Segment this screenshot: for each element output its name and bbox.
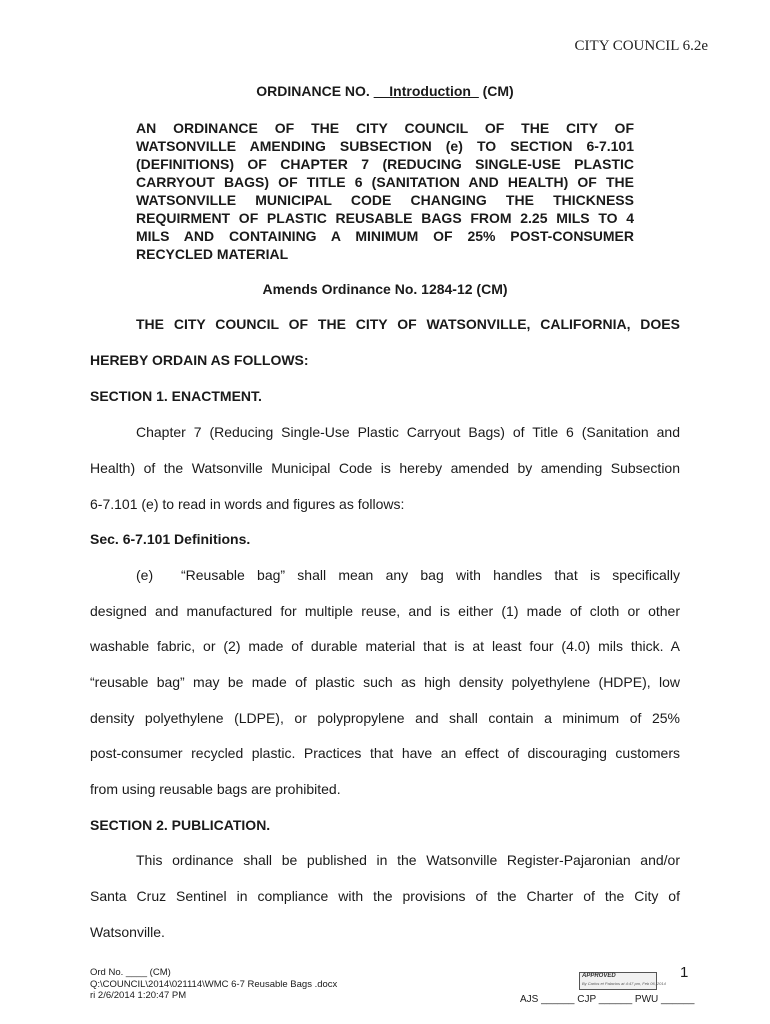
heading-line: MILS AND CONTAINING A MINIMUM OF 25% POST-CONSUMER: [136, 228, 634, 244]
paragraph-line: washable fabric, or (2) made of durable material that is at least four (4.0) mils thick. A: [90, 638, 680, 654]
paragraph-line: “reusable bag” may be made of plastic such as high density polyethylene (HDPE), low: [90, 674, 680, 690]
footer-line: ri 2/6/2014 1:20:47 PM: [90, 990, 187, 1001]
paragraph-line: designed and manufactured for multiple reuse, and is either (1) made of cloth or other: [90, 603, 680, 619]
stamp-title: APPROVED: [582, 973, 616, 979]
section-1-heading: SECTION 1. ENACTMENT.: [90, 388, 262, 404]
ordinance-suffix: (CM): [482, 83, 514, 99]
paragraph-line: Santa Cruz Sentinel in compliance with the provisions of the Charter of the City of: [90, 888, 680, 904]
heading-line: REQUIRMENT OF PLASTIC REUSABLE BAGS FROM 2.25 MILS TO 4: [136, 210, 634, 226]
heading-line: CARRYOUT BAGS) OF TITLE 6 (SANITATION AND HEALTH) OF THE: [136, 174, 634, 190]
ordinance-title: [0, 83, 770, 99]
heading-line: (DEFINITIONS) OF CHAPTER 7 (REDUCING SINGLE-USE PLASTIC: [136, 156, 634, 172]
approval-stamp: [579, 972, 666, 990]
paragraph-line: Health) of the Watsonville Municipal Code is hereby amended by amending Subsection: [90, 460, 680, 476]
paragraph-line: density polyethylene (LDPE), or polypropylene and shall contain a minimum of 25%: [90, 710, 680, 726]
footer-line: Q:\COUNCIL\2014\021114\WMC 6-7 Reusable Bags .docx: [90, 978, 338, 990]
paragraph-line: “Reusable bag” shall mean any bag with handles that is specifically: [181, 567, 680, 583]
ordinance-heading: [136, 119, 634, 263]
ordinance-prefix: ORDINANCE NO.: [256, 83, 370, 99]
document-header-label: CITY COUNCIL 6.2e: [574, 38, 708, 54]
amends-note: Amends Ordinance No. 1284-12 (CM): [262, 281, 508, 297]
initials-line: AJS ______ CJP ______ PWU ______: [520, 994, 695, 1005]
footer-line: Ord No. ____ (CM): [90, 967, 171, 978]
definitions-heading: Sec. 6-7.101 Definitions.: [90, 531, 251, 547]
stamp-subtext: By Carlos et Palacios at 4:47 pm, Feb 06, 2014: [582, 981, 666, 986]
paragraph-line: 6-7.101 (e) to read in words and figures as follows:: [90, 496, 405, 512]
paragraph-line: This ordinance shall be published in the Watsonville Register-Pajaronian and/or: [136, 852, 680, 868]
footer-file-info: [90, 967, 337, 1002]
page-number: 1: [680, 964, 689, 981]
paragraph-line: Watsonville.: [90, 924, 165, 940]
ordain-line: THE CITY COUNCIL OF THE CITY OF WATSONVILLE, CALIFORNIA, DOES: [136, 316, 680, 332]
heading-line: WATSONVILLE AMENDING SUBSECTION (e) TO SECTION 6-7.101: [136, 138, 634, 154]
paragraph-line: Chapter 7 (Reducing Single-Use Plastic Carryout Bags) of Title 6 (Sanitation and: [136, 424, 680, 440]
item-label: (e): [136, 567, 154, 583]
ordain-line: HEREBY ORDAIN AS FOLLOWS:: [90, 352, 309, 368]
heading-line: WATSONVILLE MUNICIPAL CODE CHANGING THE THICKNESS: [136, 192, 634, 208]
section-2-heading: SECTION 2. PUBLICATION.: [90, 817, 271, 833]
paragraph-line: from using reusable bags are prohibited.: [90, 781, 341, 797]
ordinance-number: __Introduction_: [373, 83, 479, 99]
heading-line: RECYCLED MATERIAL: [136, 246, 289, 262]
heading-line: AN ORDINANCE OF THE CITY COUNCIL OF THE CITY OF: [136, 120, 634, 136]
paragraph-line: post-consumer recycled plastic. Practices that have an effect of discouraging customers: [90, 745, 680, 761]
